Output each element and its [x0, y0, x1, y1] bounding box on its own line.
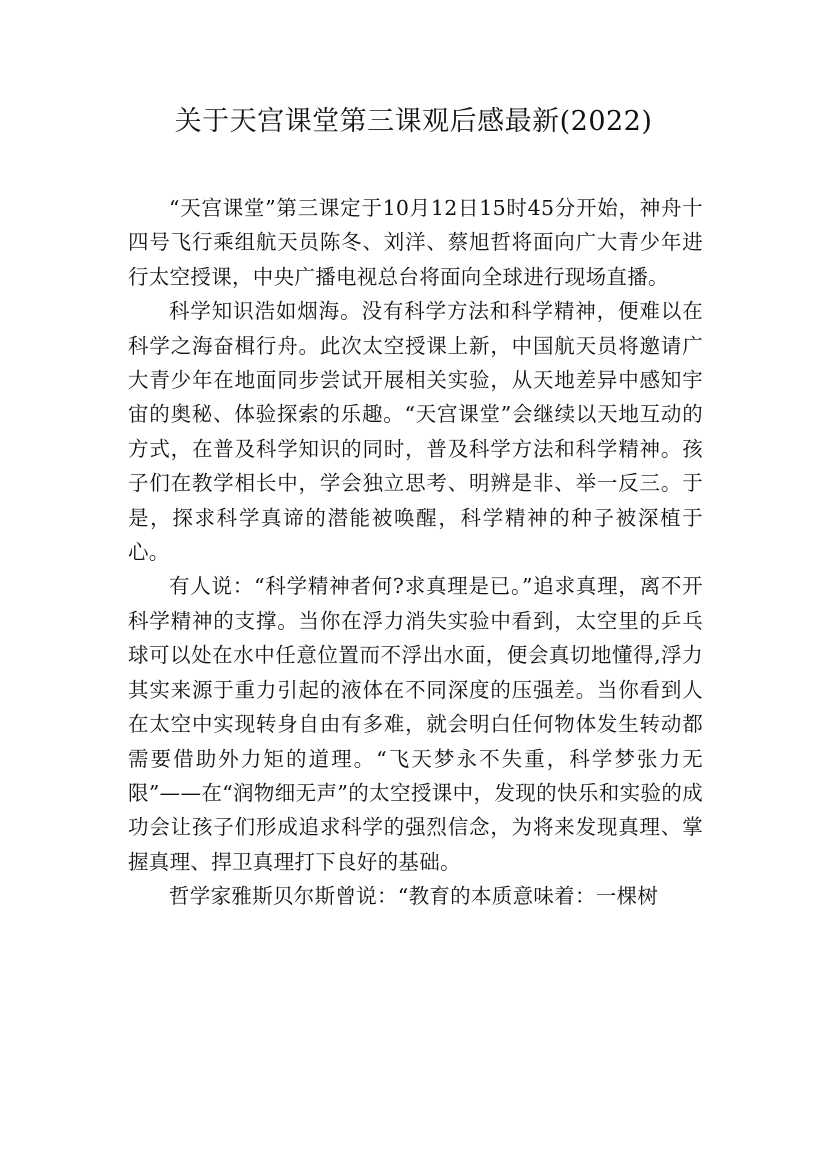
document-body	[128, 191, 703, 914]
paragraph-4: 哲学家雅斯贝尔斯曾说：“教育的本质意味着：一棵树	[169, 884, 659, 909]
paragraph-1: “天宫课堂”第三课定于10月12日15时45分开始，神舟十四号飞行乘组航天员陈冬、刘洋、蔡旭哲将面向广大青少年进行太空授课，中央广播电视总台将面向全球进行现场直播。	[128, 196, 703, 289]
paragraph-3: 有人说：“科学精神者何?求真理是已。”追求真理，离不开科学精神的支撑。当你在浮力消失实验中看到，太空里的乒乓球可以处在水中任意位置而不浮出水面，便会真切地懂得,浮力其实来源于重力引起的液体在不同深度的压强差。当你看到人在太空中实现转身自由有多难，就会明白任何物体发生转动都需要借助外力矩的道理。“飞天梦永不失重，科学梦张力无限”——在“润物细无声”的太空授课中，发现的快乐和实验的成功会让孩子们形成追求科学的强烈信念，为将来发现真理、掌握真理、捍卫真理打下良好的基础。	[128, 574, 703, 874]
paragraph-2: 科学知识浩如烟海。没有科学方法和科学精神，便难以在科学之海奋楫行舟。此次太空授课上新，中国航天员将邀请广大青少年在地面同步尝试开展相关实验，从天地差异中感知宇宙的奥秘、体验探索的乐趣。“天宫课堂”会继续以天地互动的方式，在普及科学知识的同时，普及科学方法和科学精神。孩子们在教学相长中，学会独立思考、明辨是非、举一反三。于是，探求科学真谛的潜能被唤醒，科学精神的种子被深植于心。	[128, 299, 703, 565]
document-title: 关于天宫课堂第三课观后感最新(2022)	[174, 106, 653, 137]
